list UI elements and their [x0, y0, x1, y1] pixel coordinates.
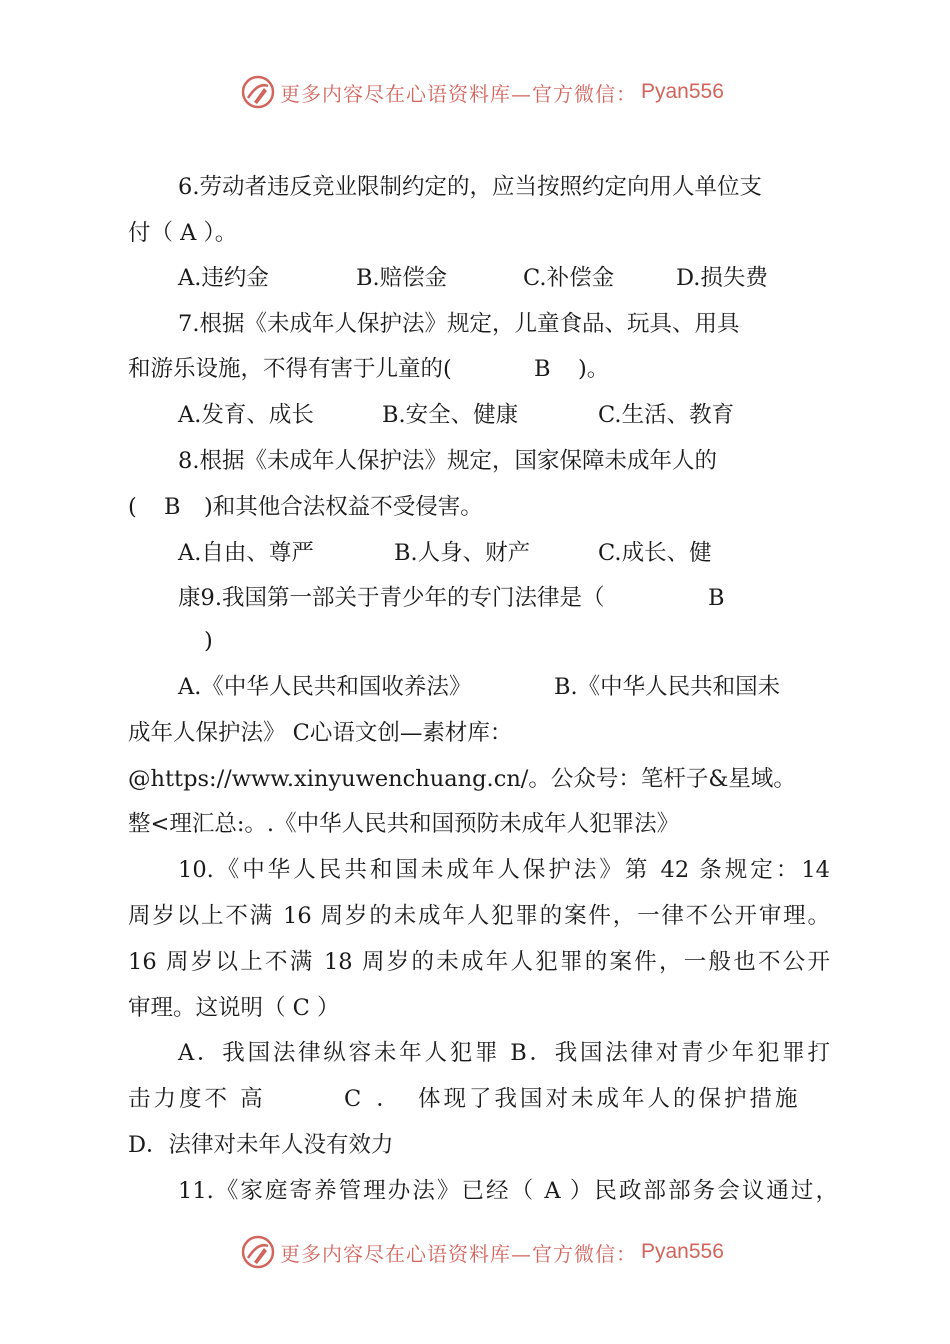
option-b: B.《中华人民共和国未: [554, 674, 781, 700]
text-line: 6.劳动者违反竞业限制约定的，应当按照约定向用人单位支: [178, 174, 762, 200]
text-line: 审理。这说明（ C ）: [128, 995, 340, 1021]
option-line: A．我国法律纵容未年人犯罪 B．我国法律对青少年犯罪打: [178, 1040, 830, 1066]
answer: B: [164, 494, 181, 520]
text-line: 周岁以上不满 16 周岁的未成年人犯罪的案件，一律不公开审理。: [128, 903, 830, 929]
option-a: A.违约金: [178, 265, 269, 291]
option-c: C ．: [344, 1086, 403, 1112]
text-line: )和其他合法权益不受侵害。: [204, 494, 483, 520]
text-line: (: [128, 494, 137, 520]
option-a: A.发育、成长: [178, 402, 314, 428]
text-line: 7.根据《未成年人保护法》规定，儿童食品、玩具、用具: [178, 311, 740, 337]
answer: B: [708, 585, 725, 611]
text-line: )。: [578, 356, 610, 382]
text-line: 11.《家庭寄养管理办法》已经（ A ）民政部部务会议通过，: [178, 1178, 838, 1204]
option-c: C.成长、健: [598, 540, 712, 566]
text-line: 体现了我国对未成年人的保护措施: [418, 1086, 801, 1112]
text-line: 整<理汇总:。.《中华人民共和国预防未成年人犯罪法》: [128, 811, 680, 837]
option-d: D.损失费: [676, 265, 768, 291]
header-banner: [240, 72, 724, 112]
banner-wechat-id: Pyan556: [641, 1240, 724, 1263]
option-c: C.生活、教育: [598, 402, 735, 428]
option-b: B.人身、财产: [394, 540, 531, 566]
option-line: 击力度不 高: [128, 1086, 266, 1112]
option-b: B.赔偿金: [356, 265, 448, 291]
banner-wechat-id: Pyan556: [641, 80, 724, 103]
footer-banner: [240, 1232, 724, 1272]
banner-text: 更多内容尽在心语资料库—官方微信：: [280, 81, 637, 106]
option-a: A.《中华人民共和国收养法》: [178, 674, 472, 700]
text-line: 16 周岁以上不满 18 周岁的未成年人犯罪的案件，一般也不公开: [128, 949, 830, 975]
logo-icon: [240, 1234, 276, 1270]
text-line: @https://www.xinyuwenchuang.cn/。公众号：笔杆子&星域。: [128, 766, 796, 792]
banner-text: 更多内容尽在心语资料库—官方微信：: [280, 1241, 637, 1266]
text-line: 付（ A ）。: [128, 220, 238, 246]
text-line: ): [204, 628, 213, 654]
option-a: A.自由、尊严: [178, 540, 314, 566]
text-line: 8.根据《未成年人保护法》规定，国家保障未成年人的: [178, 448, 717, 474]
option-c: C.补偿金: [523, 265, 615, 291]
logo-icon: [240, 74, 276, 110]
answer: B: [534, 356, 551, 382]
text-line: 10.《中华人民共和国未成年人保护法》第 42 条规定：14: [178, 857, 830, 883]
text-line: 康9.我国第一部关于青少年的专门法律是（: [178, 585, 605, 611]
option-b: B.安全、健康: [382, 402, 519, 428]
text-line: 和游乐设施，不得有害于儿童的(: [128, 356, 452, 382]
option-d: D．法律对未年人没有效力: [128, 1132, 394, 1158]
text-line: 成年人保护法》 C心语文创—素材库：: [128, 720, 513, 746]
